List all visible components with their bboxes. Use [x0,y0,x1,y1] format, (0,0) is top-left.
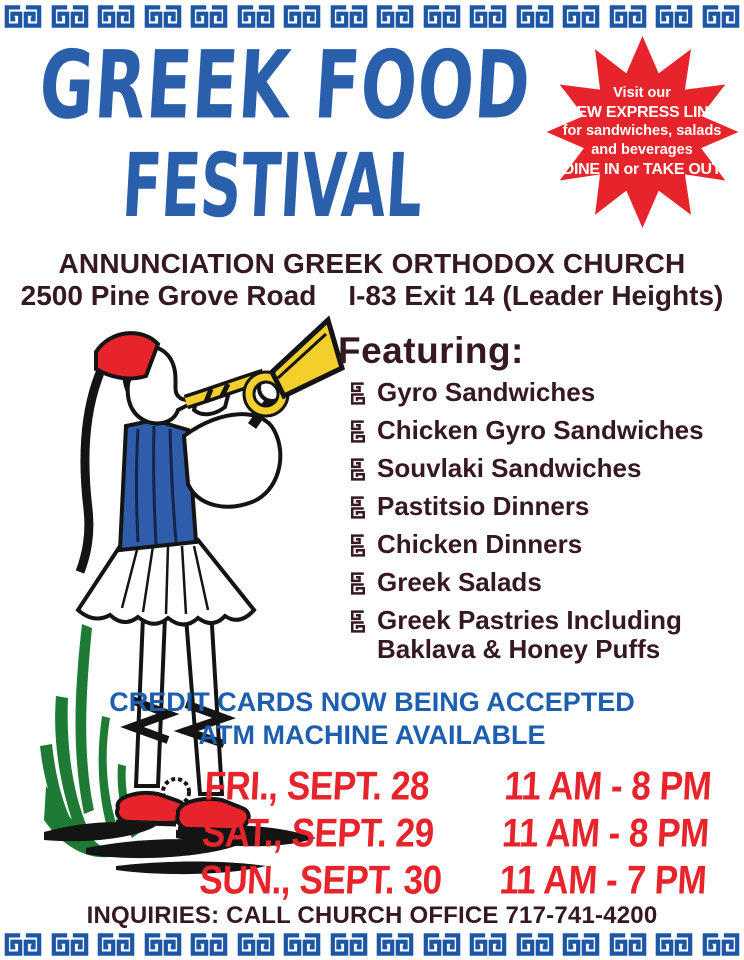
menu-item-label: Chicken Dinners [377,529,583,559]
greek-key-icon [655,932,693,957]
schedule-date: FRI., SEPT. 28 [203,764,431,809]
bottom-greek-key-border [4,931,740,958]
greek-key-icon [516,4,554,29]
greek-key-icon [702,4,740,29]
featuring-heading: Featuring: [338,330,524,371]
burst-line: Visit our [613,85,671,101]
greek-key-bullet-icon [350,496,366,519]
sleeve [184,414,280,507]
address-line [0,280,744,312]
menu-item [350,492,744,521]
greek-key-bullet-icon [350,572,366,595]
greek-key-icon [51,932,89,957]
menu-item-label: Chicken Gyro Sandwiches [377,415,704,445]
greek-key-icon [376,932,414,957]
inquiries-line: INQUIRIES: CALL CHURCH OFFICE 717-741-4200 [86,902,658,929]
greek-key-icon [190,4,228,29]
menu-item-label: Souvlaki Sandwiches [377,453,642,483]
schedule-time: 11 AM - 7 PM [498,858,708,903]
schedule-time: 11 AM - 8 PM [500,811,710,856]
schedule-time: 11 AM - 8 PM [503,764,713,809]
schedule-row [198,858,741,903]
burst-text [549,84,735,179]
menu-item [350,416,744,445]
greek-key-icon [144,4,182,29]
greek-key-icon [423,932,461,957]
greek-key-icon [423,4,461,29]
menu-item [350,454,744,483]
credit-cards-notice: CREDIT CARDS NOW BEING ACCEPTED [109,687,635,717]
greek-key-icon [4,932,42,957]
greek-key-icon [609,932,647,957]
greek-key-icon [376,4,414,29]
greek-key-bullet-icon [350,610,366,633]
top-greek-key-border [4,3,740,30]
greek-key-icon [97,4,135,29]
menu-list [350,378,744,673]
greek-key-icon [190,932,228,957]
greek-key-icon [237,932,275,957]
greek-key-icon [4,4,42,29]
greek-key-bullet-icon [350,420,366,443]
greek-key-icon [97,932,135,957]
atm-notice: ATM MACHINE AVAILABLE [198,720,546,750]
greek-key-icon [51,4,89,29]
greek-key-icon [562,4,600,29]
greek-key-icon [237,4,275,29]
greek-key-icon [330,932,368,957]
menu-item [350,568,744,597]
greek-key-bullet-icon [350,382,366,405]
menu-item [350,530,744,559]
tassel [80,368,102,572]
burst-line: for sandwiches, salads [562,123,722,139]
menu-item-label: Greek Salads [377,567,542,597]
menu-item-label: Pastitsio Dinners [377,491,590,521]
poster-title-line-1: GREEK FOOD [36,31,534,141]
greek-key-icon [609,4,647,29]
greek-key-icon [702,932,740,957]
schedule-row [203,764,744,809]
greek-key-icon [283,932,321,957]
fez-icon [96,333,158,378]
church-name: ANNUNCIATION GREEK ORTHODOX CHURCH [58,248,686,279]
greek-key-bullet-icon [350,458,366,481]
address-street: 2500 Pine Grove Road [20,280,317,311]
greek-key-icon [144,932,182,957]
greek-key-icon [283,4,321,29]
menu-item-label: Gyro Sandwiches [377,377,596,407]
address-exit: I-83 Exit 14 (Leader Heights) [348,280,724,311]
menu-item [350,606,744,664]
greek-key-bullet-icon [350,534,366,557]
greek-key-icon [330,4,368,29]
greek-key-icon [469,932,507,957]
greek-key-icon [562,932,600,957]
greek-key-icon [516,932,554,957]
schedule-row [200,811,743,856]
menu-item-label: Greek Pastries Including Baklava & Honey Puffs [377,605,682,664]
express-line-burst [541,34,744,230]
schedule-date: SAT., SEPT. 29 [200,811,435,856]
poster-title-line-2: FESTIVAL [119,133,426,238]
burst-line: NEW EXPRESS LINE [565,104,719,121]
burst-line: DINE IN or TAKE OUT [562,161,722,178]
festival-schedule [198,764,744,905]
greek-key-icon [655,4,693,29]
schedule-date: SUN., SEPT. 30 [198,858,443,903]
menu-item [350,378,744,407]
payment-notices [0,686,744,752]
greek-key-icon [469,4,507,29]
burst-line: and beverages [591,142,693,158]
